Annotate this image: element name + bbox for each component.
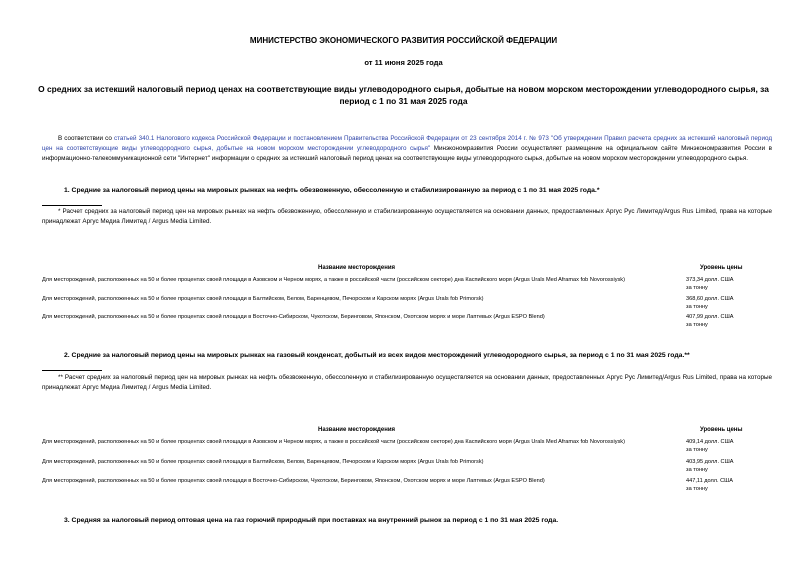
table-1-col-price: Уровень цены: [700, 265, 743, 271]
document-date: от 11 июня 2025 года: [364, 58, 443, 67]
section-1-heading: 1. Средние за налоговый период цены на мировых рынках на нефть обезвоженную, обессоленную и стабилизированную за период с 1 по 31 мая 2025 года.*: [64, 187, 600, 194]
tax-code-link[interactable]: статьей 340.1 Налогового кодекса Российской Федерации и постановлением Правительства Российской Федерации от 23 сентября 2014 г. № 973 "Об утверждении Правил расчета средних за истекший налоговый период цен на соответствующие виды углеводородного сырья, добытые на новом морском месторождении углеводородного сырья": [42, 135, 772, 153]
table-2-row-3-name: Для месторождений, расположенных на 50 и более процентах своей площади в Восточно-Сибирском, Чукотском, Беринговом, Японском, Охотском морях и море Лаптевых (Argus ESPO Blend): [42, 478, 545, 484]
table-2-row-2-price: 403,95 долл. США за тонну: [686, 459, 734, 474]
table-1-row-1-name: Для месторождений, расположенных на 50 и более процентах своей площади в Азовском и Черном морях, а также в российской части (российском секторе) дна Каспийского моря (Argus Urals Med Aframax fob Novorossiysk): [42, 277, 625, 283]
section-2-heading: 2. Средние за налоговый период цены на мировых рынках на газовый конденсат, добытый из всех видов месторождений углеводородного сырья, за период с 1 по 31 мая 2025 года.**: [64, 352, 690, 359]
intro-prefix: В соответствии со: [58, 135, 114, 142]
table-2-col-name: Название месторождения: [318, 427, 396, 433]
section-2-footnote: ** Расчет средних за налоговый период цен на мировых рынках на нефть обезвоженную, обессоленную и стабилизированную осуществляется на основании данных, предоставленных Аргус Рус Лимитед/Argus Rus Limited, права на которые принадлежат Аргус Медиа Лимитед / Argus Media Limited.: [42, 374, 772, 392]
ministry-heading: МИНИСТЕРСТВО ЭКОНОМИЧЕСКОГО РАЗВИТИЯ РОССИЙСКОЙ ФЕДЕРАЦИИ: [249, 36, 558, 45]
table-1-row-3-name: Для месторождений, расположенных на 50 и более процентах своей площади в Восточно-Сибирском, Чукотском, Беринговом, Японском, Охотском морях и море Лаптевых (Argus ESPO Blend): [42, 314, 545, 320]
footnote-divider: [42, 205, 102, 206]
table-1-row-2-name: Для месторождений, расположенных на 50 и более процентах своей площади в Балтийском, Белом, Баренцевом, Печорском и Карском морях (Argus Urals fob Primorsk): [42, 296, 484, 302]
table-2-col-price: Уровень цены: [700, 427, 743, 433]
table-2-row-1-name: Для месторождений, расположенных на 50 и более процентах своей площади в Азовском и Черном морях, а также в российской части (российском секторе) дна Каспийского моря (Argus Urals Med Aframax fob Novorossiysk): [42, 439, 625, 445]
section-1-footnote: * Расчет средних за налоговый период цен на мировых рынках на нефть обезвоженную, обессоленную и стабилизированную осуществляется на основании данных, предоставленных Аргус Рус Лимитед/Argus Rus Limited, права на которые принадлежат Аргус Медиа Лимитед / Argus Media Limited.: [42, 208, 772, 226]
intro-suffix: Минэкономразвития России осуществляет размещение на официальном сайте Минэкономразвития России в информационно-телекоммуникационной сети "Интернет" информации о средних за истекший налоговый период ценах на соответствующие виды углеводородного сырья, добытые на новом морском месторождении углеводородного сырья.: [42, 145, 772, 163]
table-2-row-2-name: Для месторождений, расположенных на 50 и более процентах своей площади в Балтийском, Белом, Баренцевом, Печорском и Карском морях (Argus Urals fob Primorsk): [42, 459, 484, 465]
document-title: О средних за истекший налоговый период ценах на соответствующие виды углеводородного сырья, добытые на новом морском месторождении углеводородного сырья, за период с 1 по 31 мая 2025 года: [38, 84, 769, 106]
intro-paragraph: [42, 134, 772, 165]
footnote-divider: [42, 370, 102, 371]
table-1-col-name: Название месторождения: [318, 265, 396, 271]
section-3-heading: 3. Средняя за налоговый период оптовая цена на газ горючий природный при поставках на внутренний рынок за период с 1 по 31 мая 2025 года.: [64, 517, 559, 524]
table-1-row-3-price: 407,99 долл. США за тонну: [686, 314, 734, 329]
table-1-row-1-price: 373,34 долл. США за тонну: [686, 277, 734, 292]
table-2-row-1-price: 409,14 долл. США за тонну: [686, 439, 734, 454]
table-2-row-3-price: 447,11 долл. США за тонну: [686, 478, 734, 493]
table-1-row-2-price: 368,60 долл. США за тонну: [686, 296, 734, 311]
